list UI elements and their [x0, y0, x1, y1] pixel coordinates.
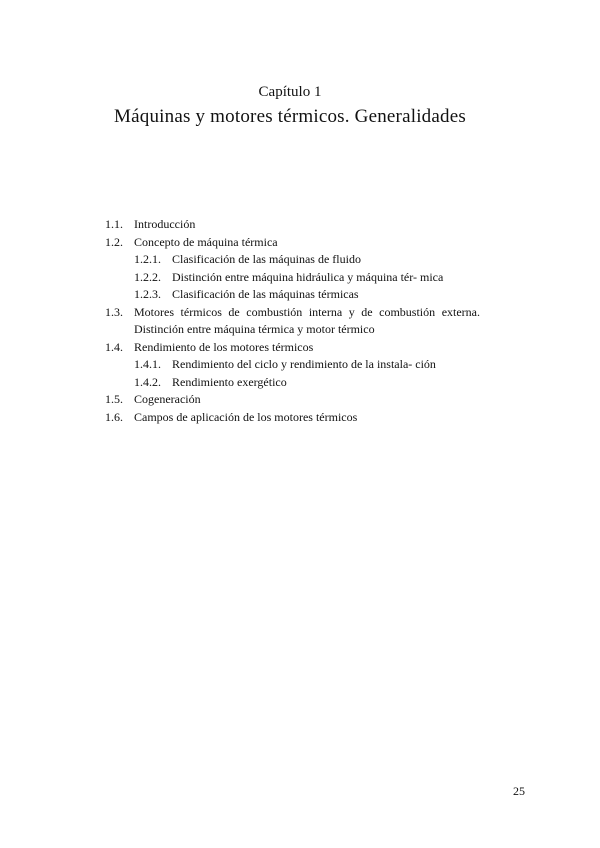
toc-number: 1.4. [105, 339, 123, 354]
toc-number: 1.4.2. [134, 374, 161, 389]
toc-number: 1.4.1. [134, 357, 161, 371]
toc-item-1-2 [105, 234, 480, 252]
toc-item-1-4-2 [105, 374, 480, 392]
toc-title: Rendimiento de los motores térmicos [134, 339, 314, 354]
toc-number: 1.6. [105, 409, 123, 424]
toc-item-1-4 [105, 339, 480, 357]
toc-item-1-2-1 [105, 251, 480, 269]
toc-item-1-6 [105, 409, 480, 427]
toc-item-1-2-3 [105, 286, 480, 304]
toc-number: 1.2.3. [134, 287, 161, 301]
toc-item-1-4-1 [105, 356, 480, 374]
toc-item-1-3 [105, 304, 480, 339]
chapter-label: Capítulo 1 [258, 84, 322, 100]
toc-number: 1.3. [105, 304, 123, 319]
toc-title: Motores térmicos de combustión interna y de combustión externa. Distinción entre máquina térmica y motor térmico [134, 304, 480, 336]
toc-number: 1.2. [105, 234, 123, 249]
toc-number: 1.2.2. [134, 269, 161, 284]
toc-item-1-2-2 [105, 269, 480, 287]
toc-item-1-1 [105, 216, 480, 234]
toc-item-1-5 [105, 391, 480, 409]
toc-number: 1.2.1. [134, 252, 161, 266]
toc-number: 1.5. [105, 392, 123, 406]
toc-title: Rendimiento exergético [172, 374, 287, 389]
toc-title: Clasificación de las máquinas de fluido [172, 252, 361, 266]
toc-title: Introducción [134, 217, 196, 231]
page-number: 25 [513, 784, 525, 798]
toc-title: Concepto de máquina térmica [134, 234, 278, 249]
chapter-title: Máquinas y motores térmicos. Generalidades [114, 106, 466, 127]
toc-title: Distinción entre máquina hidráulica y máquina tér- mica [172, 269, 444, 284]
table-of-contents [105, 216, 480, 426]
toc-number: 1.1. [105, 217, 123, 231]
toc-title: Campos de aplicación de los motores térmicos [134, 409, 358, 424]
toc-title: Cogeneración [134, 392, 201, 406]
toc-title: Rendimiento del ciclo y rendimiento de la instala- ción [172, 357, 436, 371]
toc-title: Clasificación de las máquinas térmicas [172, 287, 359, 301]
